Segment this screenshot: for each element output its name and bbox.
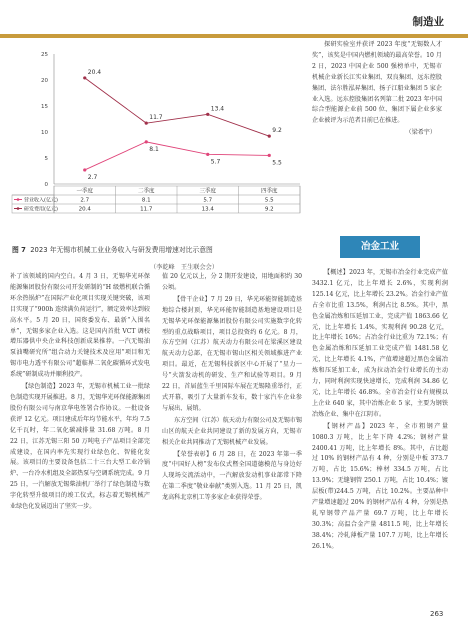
data-point bbox=[206, 113, 209, 116]
data-label: 13.4 bbox=[210, 105, 225, 113]
section-badge: 冶金工业 bbox=[340, 236, 420, 258]
table-cell-value: 5.7 bbox=[203, 197, 213, 204]
left-paragraph-1: 补了该领域的国内空白。4 月 3 日，无锡华光环保能源集团股份有限公司开发研制的“H 级燃机联合循环余热锅炉”在国际产业化项目实现关键突破，该项目实现了“900h 连续满负荷运行”，额定效率达到较高水平。5 月 20 日，国资委发布、最新“入围名单”，无锡多家企业入选。这是国内首批 VCT 调校增压器供中央企业科技创新成果推荐。一汽无锡油泵油嘴研究所“组合动力关键技术及应用”项目和无锡市电力透平有限公司“超临界二氧化碳循环式发电系统”研制成功并顺利投产。 bbox=[10, 273, 150, 379]
y-tick-label: 5 bbox=[44, 156, 48, 162]
y-tick-label: 10 bbox=[41, 130, 48, 136]
table-cell-value: 20.4 bbox=[78, 206, 91, 213]
right-paragraph-1: 【概述】2023 年，无锡市冶金行业完成产值 3432.1 亿元，比上年增长 2.6%，实现利润 125.14 亿元，比上年增长 23.2%。冶金行业产值占全市比重 13.5%，利润占比 8.5%。其中，黑色金属冶炼和压延加工业，完成产值 1863.66 亿元，比上年增长 1.4%，实现利润 90.28 亿元，比上年增长 16%；占冶金行业比重为 72.1%；有色金属冶炼和压延加工业完成产值 1481.58 亿元，比上年增长 4.1%，产值增速超过黑色金属冶炼和压延加工业，成为拉动冶金行业增长的主动力，同时利润实现快速增长，完成利润 34.86 亿元，比上年增长 46.8%。全市冶金行业有规模以上企业 640 家，其中冶炼企业 5 家，主要为钢铁冶炼企业、集中在江阴市。 bbox=[312, 269, 448, 418]
right-paragraph-2: 【钢材产品】2023 年，全市粗钢产量 1080.3 万吨，比上年下降 4.2%；钢材产量 2400.41 万吨，比上年增长 8%。其中，占比超过 10% 的钢材产品有 4 种，分别是中板 373.7 万吨，占比 15.6%；棒材 334.5 万吨，占比 13.9%；无缝钢管 250.1 万吨，占比 10.4%；镀层板(带)244.5 万吨，占比 10.2%。主要品种中产量增速超过 20% 的钢材产品有 4 种，分别是热轧窄钢带产品产量 69.7 万吨，比上年增长 30.3%；高温合金产量 4811.5 吨，比上年增长 38.4%；冷轧薄板产量 107.7 万吨，比上年增长 26.1%。 bbox=[312, 422, 448, 550]
table-cell-value: 9.2 bbox=[264, 206, 274, 213]
chart-svg bbox=[10, 48, 306, 240]
left-column bbox=[10, 272, 150, 514]
middle-column bbox=[162, 272, 302, 505]
mid-paragraph-3: 东方空间（江苏）航天动力有限公司及无锡市锡山区的航天企业共同建设了新的发展方向，无锡市相关企业共同推动了无锡机械产业发展。 bbox=[162, 416, 302, 446]
data-label: 20.4 bbox=[87, 68, 102, 76]
legend-series-name: 营业收入(亿元) bbox=[24, 197, 58, 204]
mid-paragraph-4: 【荣誉表彰】6 月 28 日，在 2023 年第一季度“中国好人榜”发布仪式暨全国道德模范与身边好人现场交流活动中，一汽解放发动机事业部常下降在第二季度“敬业奉献”类别入选。11 月 25 日，凯龙高科北京机工等多家企业获得荣誉。 bbox=[162, 450, 302, 502]
table-cell-value: 5.5 bbox=[264, 197, 274, 204]
figure-label: 图 7 bbox=[12, 246, 26, 254]
data-point bbox=[268, 154, 271, 157]
mid-paragraph-2: 【骨干企业】7 月 29 日，华光环能智能制造基地综合楼封顶，华光环能智能制造基地建设项目是无锡华光环保能源集团股份有限公司实施数字化转型的重点战略项目，项目总投资约 6 亿元。8 月，东方空间（江苏）航天动力有限公司在梁溪区建设航天动力总部，在无锡市锡山区相关领域推进产业项目。最近，在无锡科技新区中心开展了“星力一号”火箭发动机的研发、生产和试验等项目。9 月 22 日，首届蓝生千里国际车展在无锡隆重举行，正式开幕，吸引了大量新车发布，数十家汽车企业参与展出、展销。 bbox=[162, 295, 302, 412]
right-column bbox=[312, 268, 448, 554]
category-label: 三季度 bbox=[199, 188, 217, 195]
left-paragraph-2: 【绿色制造】2023 年，无锡市机械工业一批绿色制造实现开展推进。8 月，无锡华光环保能源集团股份有限公司与南京华电签署合作协议。一批设备获评 12 亿元。项目建成后年均节能水平，年均 7.5 亿千瓦时，年二氧化碳减排量 31.68 万吨。8 月 22 日，江苏无锡三阳 50 万吨电子产品项目全部完成建设，在国内率先实现行业绿色化、智能化发展。该项目的主要设备包括二十三台大型工业冷锅炉、一台冷水机组及全部热泵与空调系统完成。9 月 25 日，一汽解放无锡柴油机厂举行了绿色制造与数字化转型升级项目的竣工仪式，标志着无锡机械产业绿色化发展迈出了坚实一步。 bbox=[10, 383, 150, 511]
y-tick-label: 0 bbox=[44, 182, 48, 188]
data-label: 8.1 bbox=[149, 145, 159, 153]
category-label: 一季度 bbox=[76, 188, 94, 195]
legend-marker bbox=[17, 207, 20, 210]
figure-caption bbox=[12, 244, 312, 254]
series-line-1 bbox=[85, 78, 270, 136]
data-point bbox=[83, 168, 86, 171]
table-cell-value: 8.1 bbox=[141, 197, 151, 204]
table-cell-value: 2.7 bbox=[80, 197, 90, 204]
figure-caption-text: 2023 年无锡市机械工业业务收入与研发费用增速对比示意图 bbox=[30, 246, 213, 254]
legend-marker bbox=[17, 198, 20, 201]
data-label: 5.7 bbox=[210, 158, 221, 166]
data-label: 5.5 bbox=[272, 159, 282, 167]
data-point bbox=[83, 76, 86, 79]
data-point bbox=[145, 122, 148, 125]
table-cell-value: 11.7 bbox=[140, 206, 153, 213]
legend-series-name: 研发费用(亿元) bbox=[24, 206, 58, 213]
category-label: 二季度 bbox=[137, 188, 155, 195]
page-number: 263 bbox=[430, 610, 444, 618]
figure-source: （李乾峰 王生联会会） bbox=[150, 264, 219, 271]
y-tick-label: 20 bbox=[41, 78, 48, 84]
table-cell-value: 13.4 bbox=[201, 206, 214, 213]
y-tick-label: 15 bbox=[41, 104, 48, 110]
y-tick-label: 25 bbox=[41, 52, 48, 58]
running-header-title: 制造业 bbox=[412, 16, 444, 28]
category-label: 四季度 bbox=[260, 188, 278, 195]
data-point bbox=[268, 135, 271, 138]
author-signature: （梁希宇） bbox=[405, 129, 436, 137]
series-line-0 bbox=[85, 142, 270, 170]
line-chart bbox=[10, 48, 306, 240]
mid-paragraph-1: 值 20 亿元以上，分 2 期开发建设，用地面积约 30 公顷。 bbox=[162, 273, 302, 291]
right-top-paragraph: 探研实验室并获评 2023 年度“无锡数人才奖”，该奖是中国内燃机领域的最高荣誉。10 月 2 日，2023 中国企业 500 强榜单中，无锡市机械企业新长江实业集团、双良集团、远东控股集团、法尔胜泓昇集团、扬子江船业集团 5 家企业入选。远东控股集团名列第二批 2023 年中国综合型能源企业前 500 位、集团下属企业多家企业被评为示范者目前已在推进。 bbox=[312, 41, 442, 125]
header-rule bbox=[0, 34, 468, 38]
data-point bbox=[145, 140, 148, 143]
right-top-column bbox=[312, 40, 442, 139]
data-label: 9.2 bbox=[272, 127, 282, 135]
data-label: 11.7 bbox=[149, 114, 163, 122]
data-label: 2.7 bbox=[87, 173, 98, 181]
data-point bbox=[206, 153, 209, 156]
